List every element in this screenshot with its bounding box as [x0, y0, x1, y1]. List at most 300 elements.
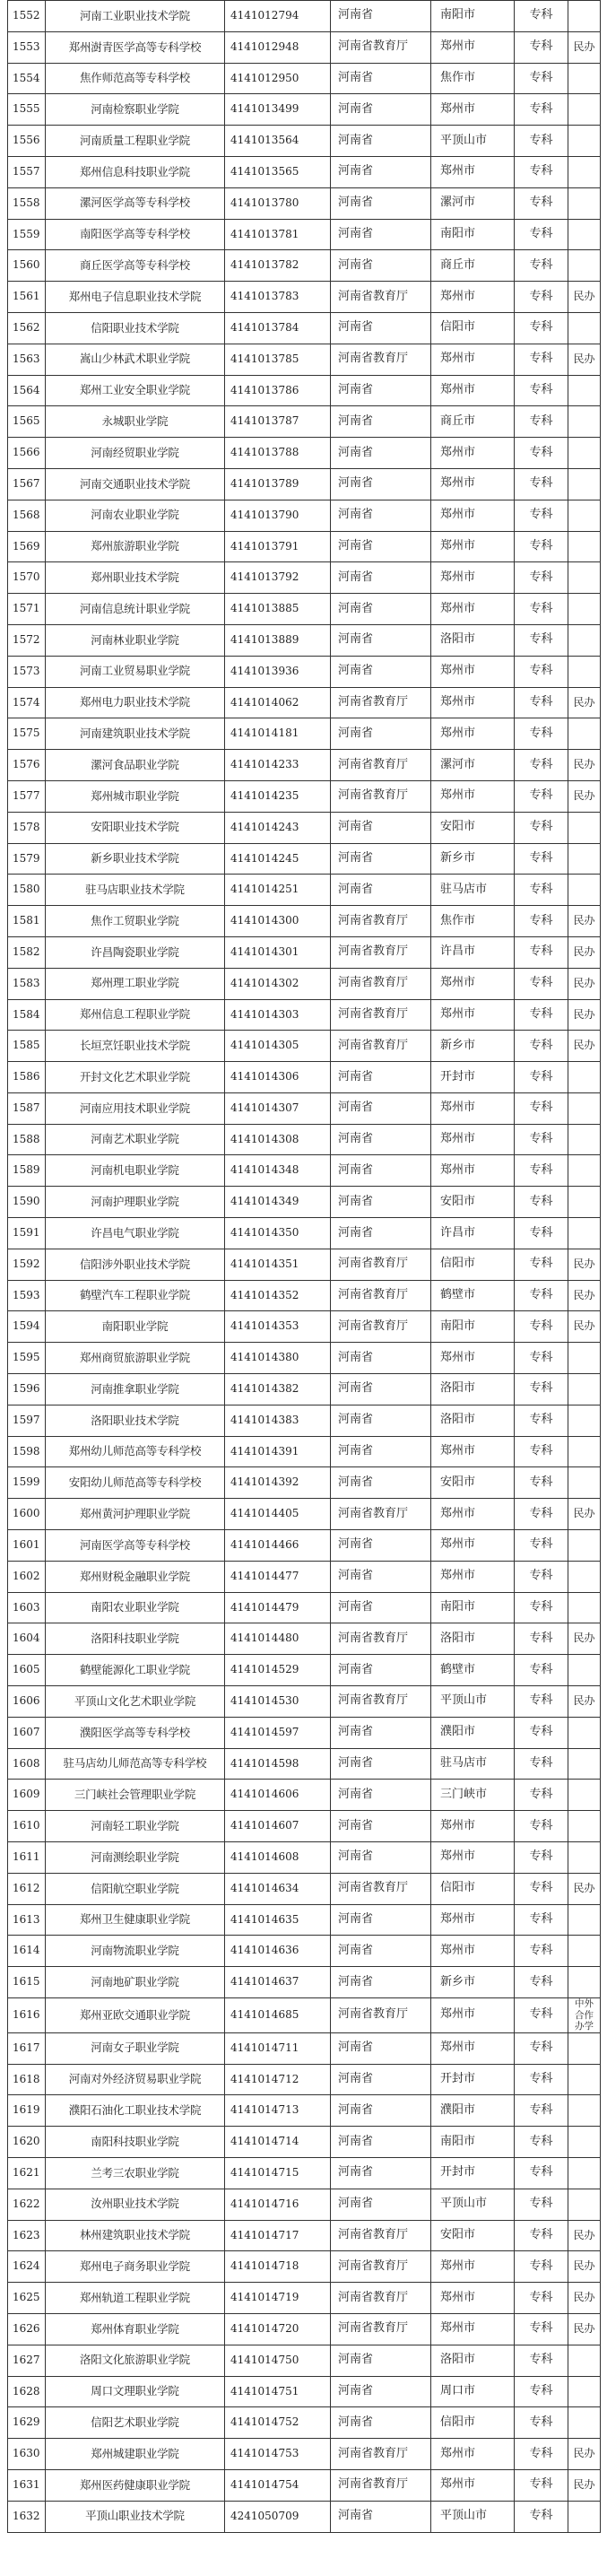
city-cell: 信阳市	[431, 2407, 515, 2439]
row-number-cell: 1552	[8, 1, 46, 32]
education-level-cell: 专科	[515, 2376, 568, 2407]
institution-code-cell: 4141014754	[225, 2469, 331, 2501]
row-number-cell: 1566	[8, 438, 46, 469]
city-cell: 开封市	[431, 2157, 515, 2189]
city-cell: 许昌市	[431, 936, 515, 968]
table-row	[8, 468, 601, 500]
remarks-cell	[568, 219, 601, 250]
institution-code-cell: 4141014634	[225, 1873, 331, 1904]
institution-code-cell: 4141014685	[225, 1998, 331, 2033]
education-level-cell: 专科	[515, 312, 568, 344]
remarks-cell: 民办	[568, 1031, 601, 1062]
institution-code-cell: 4141014752	[225, 2407, 331, 2439]
city-cell: 开封市	[431, 2064, 515, 2095]
table-row	[8, 63, 601, 94]
education-level-cell: 专科	[515, 2313, 568, 2345]
institution-name-cell: 南阳职业学院	[46, 1311, 225, 1343]
supervising-department-cell: 河南省	[331, 1842, 431, 1874]
supervising-department-cell: 河南省	[331, 438, 431, 469]
supervising-department-cell: 河南省教育厅	[331, 750, 431, 781]
education-level-cell: 专科	[515, 2251, 568, 2283]
table-row	[8, 219, 601, 250]
institution-code-cell: 4141012794	[225, 1, 331, 32]
table-body	[8, 1, 601, 2533]
supervising-department-cell: 河南省教育厅	[331, 344, 431, 375]
supervising-department-cell: 河南省教育厅	[331, 2469, 431, 2501]
row-number-cell: 1622	[8, 2189, 46, 2220]
institution-code-cell: 4141014181	[225, 718, 331, 750]
city-cell: 郑州市	[431, 1343, 515, 1374]
remarks-cell	[568, 375, 601, 406]
institution-name-cell: 洛阳科技职业学院	[46, 1623, 225, 1655]
supervising-department-cell: 河南省教育厅	[331, 282, 431, 313]
table-row	[8, 780, 601, 812]
education-level-cell: 专科	[515, 1873, 568, 1904]
city-cell: 南阳市	[431, 1592, 515, 1623]
row-number-cell: 1632	[8, 2501, 46, 2532]
institution-name-cell: 信阳涉外职业技术学院	[46, 1249, 225, 1280]
institution-name-cell: 安阳职业技术学院	[46, 812, 225, 843]
remarks-cell	[568, 1842, 601, 1874]
table-row	[8, 1530, 601, 1562]
institution-code-cell: 4141014720	[225, 2313, 331, 2345]
table-row	[8, 126, 601, 157]
remarks-cell: 民办	[568, 968, 601, 999]
supervising-department-cell: 河南省	[331, 1936, 431, 1967]
institution-name-cell: 洛阳职业技术学院	[46, 1405, 225, 1436]
table-row	[8, 1374, 601, 1405]
row-number-cell: 1583	[8, 968, 46, 999]
institution-name-cell: 河南经贸职业学院	[46, 438, 225, 469]
remarks-cell	[568, 1374, 601, 1405]
institution-name-cell: 河南测绘职业学院	[46, 1842, 225, 1874]
table-row	[8, 2501, 601, 2532]
row-number-cell: 1599	[8, 1467, 46, 1499]
institution-code-cell: 4141014718	[225, 2251, 331, 2283]
city-cell: 南阳市	[431, 1, 515, 32]
remarks-cell	[568, 2064, 601, 2095]
city-cell: 郑州市	[431, 1936, 515, 1967]
supervising-department-cell: 河南省教育厅	[331, 1998, 431, 2033]
row-number-cell: 1595	[8, 1343, 46, 1374]
table-row	[8, 2283, 601, 2314]
institution-code-cell: 4141013499	[225, 94, 331, 126]
supervising-department-cell: 河南省教育厅	[331, 2439, 431, 2470]
education-level-cell: 专科	[515, 968, 568, 999]
education-level-cell: 专科	[515, 1280, 568, 1311]
education-level-cell: 专科	[515, 438, 568, 469]
remarks-cell	[568, 1155, 601, 1187]
education-level-cell: 专科	[515, 999, 568, 1031]
city-cell: 信阳市	[431, 1249, 515, 1280]
education-level-cell: 专科	[515, 1623, 568, 1655]
row-number-cell: 1611	[8, 1842, 46, 1874]
city-cell: 驻马店市	[431, 875, 515, 906]
institution-name-cell: 郑州理工职业学院	[46, 968, 225, 999]
city-cell: 郑州市	[431, 780, 515, 812]
table-row	[8, 1967, 601, 1998]
education-level-cell: 专科	[515, 1499, 568, 1530]
city-cell: 郑州市	[431, 2283, 515, 2314]
supervising-department-cell: 河南省	[331, 1187, 431, 1218]
remarks-cell	[568, 843, 601, 875]
remarks-cell	[568, 1405, 601, 1436]
city-cell: 郑州市	[431, 2251, 515, 2283]
remarks-cell	[568, 156, 601, 187]
row-number-cell: 1598	[8, 1436, 46, 1467]
remarks-cell	[568, 1967, 601, 1998]
institution-name-cell: 河南推拿职业学院	[46, 1374, 225, 1405]
supervising-department-cell: 河南省	[331, 187, 431, 219]
row-number-cell: 1575	[8, 718, 46, 750]
row-number-cell: 1590	[8, 1187, 46, 1218]
education-level-cell: 专科	[515, 126, 568, 157]
row-number-cell: 1617	[8, 2032, 46, 2064]
institution-name-cell: 河南对外经济贸易职业学院	[46, 2064, 225, 2095]
institution-name-cell: 河南交通职业技术学院	[46, 468, 225, 500]
city-cell: 郑州市	[431, 1155, 515, 1187]
institution-name-cell: 三门峡社会管理职业学院	[46, 1780, 225, 1811]
institution-code-cell: 4141014305	[225, 1031, 331, 1062]
row-number-cell: 1596	[8, 1374, 46, 1405]
education-level-cell: 专科	[515, 1967, 568, 1998]
institution-name-cell: 信阳航空职业学院	[46, 1873, 225, 1904]
supervising-department-cell: 河南省	[331, 375, 431, 406]
education-level-cell: 专科	[515, 1374, 568, 1405]
education-level-cell: 专科	[515, 1561, 568, 1592]
institution-name-cell: 濮阳石油化工职业技术学院	[46, 2095, 225, 2127]
row-number-cell: 1565	[8, 406, 46, 438]
remarks-cell: 民办	[568, 31, 601, 63]
institution-code-cell: 4141013781	[225, 219, 331, 250]
education-level-cell: 专科	[515, 2345, 568, 2376]
institution-code-cell: 4141012950	[225, 63, 331, 94]
institution-code-cell: 4141014597	[225, 1717, 331, 1748]
row-number-cell: 1621	[8, 2157, 46, 2189]
education-level-cell: 专科	[515, 2501, 568, 2532]
city-cell: 商丘市	[431, 250, 515, 282]
education-level-cell: 专科	[515, 1092, 568, 1124]
remarks-cell: 民办	[568, 1280, 601, 1311]
institution-name-cell: 平顶山文化艺术职业学院	[46, 1686, 225, 1718]
education-level-cell: 专科	[515, 562, 568, 594]
remarks-cell	[568, 2189, 601, 2220]
remarks-cell	[568, 1124, 601, 1155]
table-row	[8, 906, 601, 937]
education-level-cell: 专科	[515, 1218, 568, 1249]
row-number-cell: 1580	[8, 875, 46, 906]
row-number-cell: 1624	[8, 2251, 46, 2283]
institution-name-cell: 郑州轨道工程职业学院	[46, 2283, 225, 2314]
remarks-cell: 民办	[568, 750, 601, 781]
table-row	[8, 1748, 601, 1780]
education-level-cell: 专科	[515, 406, 568, 438]
institution-name-cell: 郑州医药健康职业学院	[46, 2469, 225, 2501]
remarks-cell	[568, 812, 601, 843]
row-number-cell: 1586	[8, 1062, 46, 1093]
row-number-cell: 1578	[8, 812, 46, 843]
remarks-cell	[568, 1187, 601, 1218]
row-number-cell: 1628	[8, 2376, 46, 2407]
row-number-cell: 1568	[8, 500, 46, 531]
institution-code-cell: 4141014477	[225, 1561, 331, 1592]
institution-code-cell: 4141014383	[225, 1405, 331, 1436]
table-row	[8, 250, 601, 282]
institution-name-cell: 嵩山少林武术职业学院	[46, 344, 225, 375]
education-level-cell: 专科	[515, 1655, 568, 1686]
remarks-cell	[568, 1904, 601, 1936]
institution-name-cell: 河南应用技术职业学院	[46, 1092, 225, 1124]
supervising-department-cell: 河南省教育厅	[331, 968, 431, 999]
supervising-department-cell: 河南省教育厅	[331, 1031, 431, 1062]
institution-code-cell: 4141014712	[225, 2064, 331, 2095]
city-cell: 郑州市	[431, 2469, 515, 2501]
row-number-cell: 1627	[8, 2345, 46, 2376]
table-row	[8, 1780, 601, 1811]
education-level-cell: 专科	[515, 718, 568, 750]
remarks-cell	[568, 250, 601, 282]
row-number-cell: 1616	[8, 1998, 46, 2033]
institution-code-cell: 4141013788	[225, 438, 331, 469]
education-level-cell: 专科	[515, 1249, 568, 1280]
remarks-cell: 民办	[568, 2313, 601, 2345]
table-row	[8, 562, 601, 594]
city-cell: 平顶山市	[431, 2189, 515, 2220]
city-cell: 郑州市	[431, 344, 515, 375]
education-level-cell: 专科	[515, 1748, 568, 1780]
education-level-cell: 专科	[515, 1311, 568, 1343]
remarks-cell	[568, 1936, 601, 1967]
supervising-department-cell: 河南省教育厅	[331, 31, 431, 63]
institution-code-cell: 4141014636	[225, 1936, 331, 1967]
table-row	[8, 1811, 601, 1842]
institution-name-cell: 郑州工业安全职业学院	[46, 375, 225, 406]
remarks-cell	[568, 1, 601, 32]
education-level-cell: 专科	[515, 843, 568, 875]
remarks-cell: 民办	[568, 936, 601, 968]
institution-code-cell: 4141014306	[225, 1062, 331, 1093]
institution-name-cell: 河南工业贸易职业学院	[46, 656, 225, 687]
institution-name-cell: 汝州职业技术学院	[46, 2189, 225, 2220]
table-row	[8, 1686, 601, 1718]
institution-name-cell: 郑州亚欧交通职业学院	[46, 1998, 225, 2033]
institution-name-cell: 安阳幼儿师范高等专科学校	[46, 1467, 225, 1499]
remarks-cell: 民办	[568, 2469, 601, 2501]
institution-name-cell: 平顶山职业技术学院	[46, 2501, 225, 2532]
city-cell: 南阳市	[431, 2127, 515, 2158]
row-number-cell: 1554	[8, 63, 46, 94]
row-number-cell: 1626	[8, 2313, 46, 2345]
row-number-cell: 1581	[8, 906, 46, 937]
table-row	[8, 1031, 601, 1062]
city-cell: 焦作市	[431, 906, 515, 937]
supervising-department-cell: 河南省	[331, 312, 431, 344]
institution-code-cell: 4141014301	[225, 936, 331, 968]
city-cell: 漯河市	[431, 187, 515, 219]
education-level-cell: 专科	[515, 1124, 568, 1155]
institution-code-cell: 4141014598	[225, 1748, 331, 1780]
institution-name-cell: 郑州澍青医学高等专科学校	[46, 31, 225, 63]
city-cell: 郑州市	[431, 718, 515, 750]
row-number-cell: 1562	[8, 312, 46, 344]
education-level-cell: 专科	[515, 1936, 568, 1967]
institution-name-cell: 信阳艺术职业学院	[46, 2407, 225, 2439]
city-cell: 郑州市	[431, 656, 515, 687]
table-row	[8, 1842, 601, 1874]
institution-name-cell: 濮阳医学高等专科学校	[46, 1717, 225, 1748]
institution-code-cell: 4141014351	[225, 1249, 331, 1280]
row-number-cell: 1602	[8, 1561, 46, 1592]
table-row	[8, 1623, 601, 1655]
row-number-cell: 1623	[8, 2220, 46, 2251]
city-cell: 郑州市	[431, 94, 515, 126]
supervising-department-cell: 河南省	[331, 2376, 431, 2407]
table-row	[8, 2127, 601, 2158]
table-row	[8, 812, 601, 843]
supervising-department-cell: 河南省教育厅	[331, 2251, 431, 2283]
supervising-department-cell: 河南省教育厅	[331, 1249, 431, 1280]
institution-name-cell: 河南物流职业学院	[46, 1936, 225, 1967]
city-cell: 平顶山市	[431, 1686, 515, 1718]
supervising-department-cell: 河南省	[331, 2157, 431, 2189]
remarks-cell	[568, 187, 601, 219]
remarks-cell: 民办	[568, 1686, 601, 1718]
institution-name-cell: 郑州电力职业技术学院	[46, 687, 225, 718]
city-cell: 驻马店市	[431, 1748, 515, 1780]
institution-name-cell: 河南护理职业学院	[46, 1187, 225, 1218]
supervising-department-cell: 河南省	[331, 1155, 431, 1187]
education-level-cell: 专科	[515, 2157, 568, 2189]
row-number-cell: 1613	[8, 1904, 46, 1936]
supervising-department-cell: 河南省	[331, 1343, 431, 1374]
city-cell: 焦作市	[431, 63, 515, 94]
supervising-department-cell: 河南省	[331, 531, 431, 562]
supervising-department-cell: 河南省	[331, 219, 431, 250]
row-number-cell: 1594	[8, 1311, 46, 1343]
institution-name-cell: 郑州旅游职业学院	[46, 531, 225, 562]
row-number-cell: 1609	[8, 1780, 46, 1811]
supervising-department-cell: 河南省	[331, 718, 431, 750]
remarks-cell	[568, 718, 601, 750]
supervising-department-cell: 河南省	[331, 1811, 431, 1842]
city-cell: 安阳市	[431, 1467, 515, 1499]
table-row	[8, 1311, 601, 1343]
institution-code-cell: 4141013564	[225, 126, 331, 157]
institution-name-cell: 郑州电子商务职业学院	[46, 2251, 225, 2283]
institution-code-cell: 4141014607	[225, 1811, 331, 1842]
remarks-cell: 民办	[568, 2439, 601, 2470]
row-number-cell: 1591	[8, 1218, 46, 1249]
institution-code-cell: 4141014466	[225, 1530, 331, 1562]
table-row	[8, 2439, 601, 2470]
table-row	[8, 2189, 601, 2220]
supervising-department-cell: 河南省	[331, 406, 431, 438]
institution-name-cell: 郑州卫生健康职业学院	[46, 1904, 225, 1936]
city-cell: 安阳市	[431, 812, 515, 843]
supervising-department-cell: 河南省教育厅	[331, 2313, 431, 2345]
table-row	[8, 438, 601, 469]
institution-code-cell: 4141014303	[225, 999, 331, 1031]
institution-code-cell: 4141013784	[225, 312, 331, 344]
table-row	[8, 687, 601, 718]
city-cell: 郑州市	[431, 468, 515, 500]
education-level-cell: 专科	[515, 1155, 568, 1187]
supervising-department-cell: 河南省	[331, 1748, 431, 1780]
institution-name-cell: 焦作师范高等专科学校	[46, 63, 225, 94]
row-number-cell: 1574	[8, 687, 46, 718]
table-row	[8, 2469, 601, 2501]
education-level-cell: 专科	[515, 1686, 568, 1718]
city-cell: 新乡市	[431, 1967, 515, 1998]
education-level-cell: 专科	[515, 219, 568, 250]
institution-code-cell: 4141014348	[225, 1155, 331, 1187]
city-cell: 郑州市	[431, 687, 515, 718]
remarks-cell	[568, 562, 601, 594]
row-number-cell: 1557	[8, 156, 46, 187]
remarks-cell	[568, 594, 601, 625]
row-number-cell: 1619	[8, 2095, 46, 2127]
city-cell: 郑州市	[431, 282, 515, 313]
row-number-cell: 1579	[8, 843, 46, 875]
institution-name-cell: 郑州职业技术学院	[46, 562, 225, 594]
institution-code-cell: 4141013791	[225, 531, 331, 562]
education-level-cell: 专科	[515, 1811, 568, 1842]
supervising-department-cell: 河南省	[331, 500, 431, 531]
table-row	[8, 2157, 601, 2189]
institution-code-cell: 4241050709	[225, 2501, 331, 2532]
table-row	[8, 2064, 601, 2095]
education-level-cell: 专科	[515, 2220, 568, 2251]
remarks-cell	[568, 438, 601, 469]
row-number-cell: 1571	[8, 594, 46, 625]
table-row	[8, 375, 601, 406]
institution-name-cell: 周口文理职业学院	[46, 2376, 225, 2407]
institution-code-cell: 4141013789	[225, 468, 331, 500]
institution-name-cell: 开封文化艺术职业学院	[46, 1062, 225, 1093]
supervising-department-cell: 河南省	[331, 562, 431, 594]
institution-name-cell: 河南艺术职业学院	[46, 1124, 225, 1155]
remarks-cell: 民办	[568, 780, 601, 812]
city-cell: 郑州市	[431, 968, 515, 999]
row-number-cell: 1573	[8, 656, 46, 687]
city-cell: 郑州市	[431, 500, 515, 531]
remarks-cell	[568, 468, 601, 500]
city-cell: 郑州市	[431, 1499, 515, 1530]
institution-name-cell: 郑州城建职业学院	[46, 2439, 225, 2470]
institution-table	[7, 0, 601, 2533]
institution-name-cell: 兰考三农职业学院	[46, 2157, 225, 2189]
remarks-cell: 中外合作办学	[568, 1998, 601, 2033]
city-cell: 新乡市	[431, 1031, 515, 1062]
remarks-cell	[568, 2032, 601, 2064]
city-cell: 郑州市	[431, 31, 515, 63]
institution-name-cell: 驻马店职业技术学院	[46, 875, 225, 906]
education-level-cell: 专科	[515, 1842, 568, 1874]
table-row	[8, 1499, 601, 1530]
row-number-cell: 1618	[8, 2064, 46, 2095]
table-row	[8, 531, 601, 562]
supervising-department-cell: 河南省	[331, 594, 431, 625]
row-number-cell: 1592	[8, 1249, 46, 1280]
table-row	[8, 1405, 601, 1436]
institution-code-cell: 4141013785	[225, 344, 331, 375]
supervising-department-cell: 河南省	[331, 1062, 431, 1093]
remarks-cell	[568, 2345, 601, 2376]
supervising-department-cell: 河南省教育厅	[331, 687, 431, 718]
institution-code-cell: 4141013780	[225, 187, 331, 219]
table-row	[8, 1280, 601, 1311]
institution-name-cell: 郑州电子信息职业技术学院	[46, 282, 225, 313]
